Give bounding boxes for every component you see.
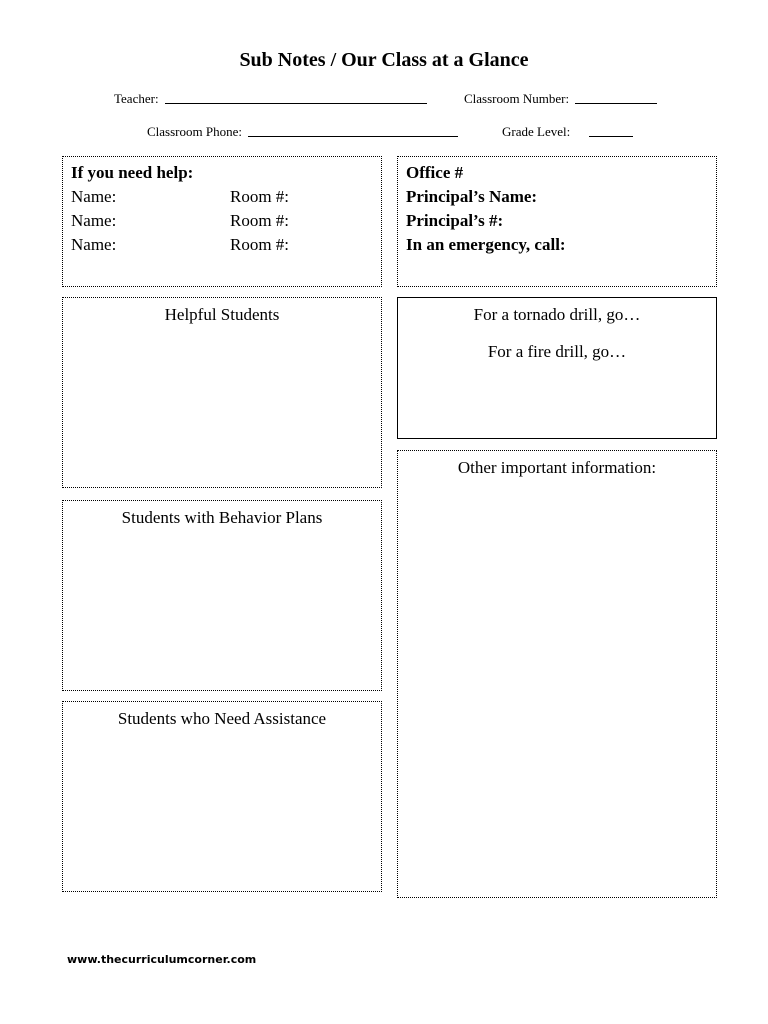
grade-level-field-group: [502, 124, 633, 140]
helpful-students-box: [62, 297, 382, 488]
behavior-plans-heading: Students with Behavior Plans: [121, 508, 323, 527]
office-number-label: Office #: [406, 163, 464, 182]
teacher-field-group: [114, 91, 427, 107]
need-assistance-box: [62, 701, 382, 892]
other-info-box: [397, 450, 717, 898]
principal-name-label: Principal’s Name:: [406, 187, 538, 206]
classroom-phone-label: Classroom Phone:: [147, 124, 242, 139]
help-room-label: Room #:: [230, 187, 290, 206]
help-contact-row: [71, 209, 381, 233]
helpful-students-heading: Helpful Students: [164, 305, 280, 324]
behavior-plans-box: [62, 500, 382, 691]
grade-level-label: Grade Level:: [502, 124, 571, 139]
emergency-label: In an emergency, call:: [406, 235, 566, 254]
tornado-drill-text: For a tornado drill, go…: [473, 305, 641, 324]
drills-box: [397, 297, 717, 439]
teacher-input-line[interactable]: [165, 102, 427, 104]
help-contacts-box: [62, 156, 382, 287]
page-title: Sub Notes / Our Class at a Glance: [239, 49, 529, 71]
fire-drill-text: For a fire drill, go…: [487, 342, 627, 361]
help-room-label: Room #:: [230, 211, 290, 230]
principal-number-label: Principal’s #:: [406, 211, 504, 230]
help-name-label: Name:: [71, 211, 117, 230]
help-contact-row: [71, 233, 381, 257]
footer-url: www.thecurriculumcorner.com: [67, 953, 257, 966]
help-contact-row: [71, 185, 381, 209]
office-contacts-box: [397, 156, 717, 287]
other-info-heading: Other important information:: [457, 458, 657, 477]
classroom-phone-field-group: [147, 124, 458, 140]
classroom-number-label: Classroom Number:: [464, 91, 570, 106]
help-room-label: Room #:: [230, 235, 290, 254]
need-assistance-heading: Students who Need Assistance: [117, 709, 327, 728]
classroom-number-field-group: [464, 91, 657, 107]
help-name-label: Name:: [71, 235, 117, 254]
grade-level-input-line[interactable]: [589, 135, 633, 137]
help-name-label: Name:: [71, 187, 117, 206]
teacher-label: Teacher:: [114, 91, 159, 106]
help-heading: If you need help:: [71, 163, 194, 182]
classroom-number-input-line[interactable]: [575, 102, 657, 104]
classroom-phone-input-line[interactable]: [248, 135, 458, 137]
